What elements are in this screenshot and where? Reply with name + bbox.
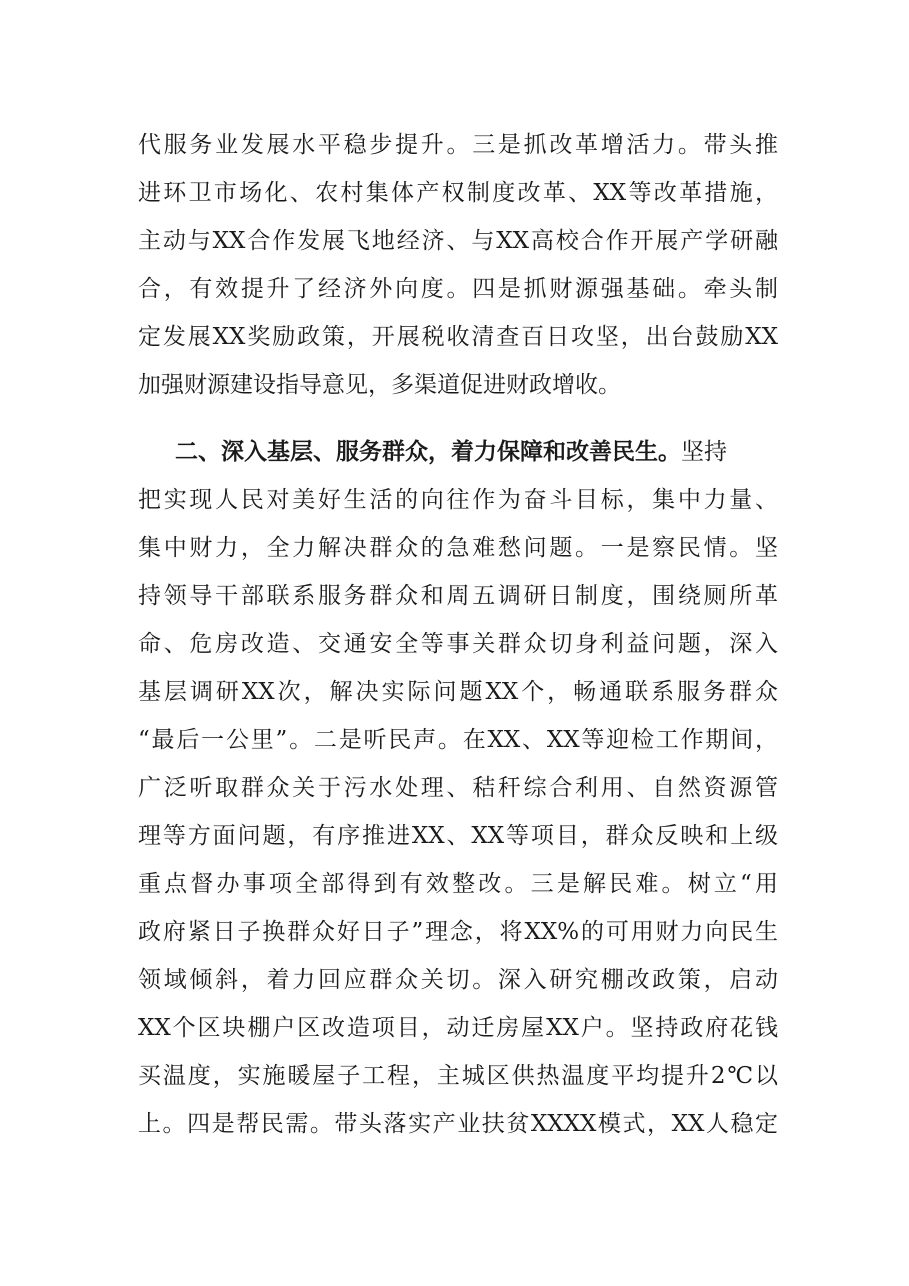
text-line: 主动与XX合作发展飞地经济、与XX高校合作开展产学研融 — [138, 228, 778, 254]
text-line: 政府紧日子换群众好日子”理念，将XX%的可用财力向民生 — [138, 919, 778, 945]
text-line: 集中财力，全力解决群众的急难愁问题。一是察民情。坚 — [138, 535, 778, 561]
text-line: 持领导干部联系服务群众和周五调研日制度，围绕厕所革 — [138, 583, 778, 609]
text-line: 买温度，实施暖屋子工程，主城区供热温度平均提升2℃以 — [138, 1063, 778, 1089]
section-heading-line — [138, 428, 778, 476]
text-line: 命、危房改造、交通安全等事关群众切身利益问题，深入 — [138, 631, 778, 657]
text-line: 广泛听取群众关于污水处理、秸秆综合利用、自然资源管 — [138, 775, 778, 801]
text-line: 进环卫市场化、农村集体产权制度改革、XX等改革措施， — [138, 180, 778, 206]
text-line: 理等方面问题，有序推进XX、XX等项目，群众反映和上级 — [138, 823, 778, 849]
text-line: 定发展XX奖励政策，开展税收清查百日攻坚，出台鼓励XX — [138, 324, 778, 350]
text-line: 把实现人民对美好生活的向往作为奋斗目标，集中力量、 — [138, 487, 778, 513]
text-line: 重点督办事项全部得到有效整改。三是解民难。树立“用 — [138, 871, 778, 897]
section-heading: 二、深入基层、服务群众，着力保障和改善民生。 — [175, 438, 681, 465]
text-line: 合，有效提升了经济外向度。四是抓财源强基础。牵头制 — [138, 276, 778, 302]
paragraph-reform-finance — [138, 121, 778, 409]
text-line: 基层调研XX次，解决实际问题XX个，畅通联系服务群众 — [138, 679, 778, 705]
heading-line-rest: 坚持 — [681, 439, 727, 465]
paragraph-livelihood — [138, 428, 778, 1148]
text-line: 领域倾斜，着力回应群众关切。深入研究棚改政策，启动 — [138, 967, 778, 993]
text-line: 上。四是帮民需。带头落实产业扶贫XXXX模式，XX人稳定 — [138, 1111, 778, 1137]
text-line: 代服务业发展水平稳步提升。三是抓改革增活力。带头推 — [138, 132, 778, 158]
text-line: 加强财源建设指导意见，多渠道促进财政增收。 — [138, 372, 621, 398]
text-line: “最后一公里”。二是听民声。在XX、XX等迎检工作期间， — [138, 727, 778, 753]
text-line: XX个区块棚户区改造项目，动迁房屋XX户。坚持政府花钱 — [138, 1015, 778, 1041]
